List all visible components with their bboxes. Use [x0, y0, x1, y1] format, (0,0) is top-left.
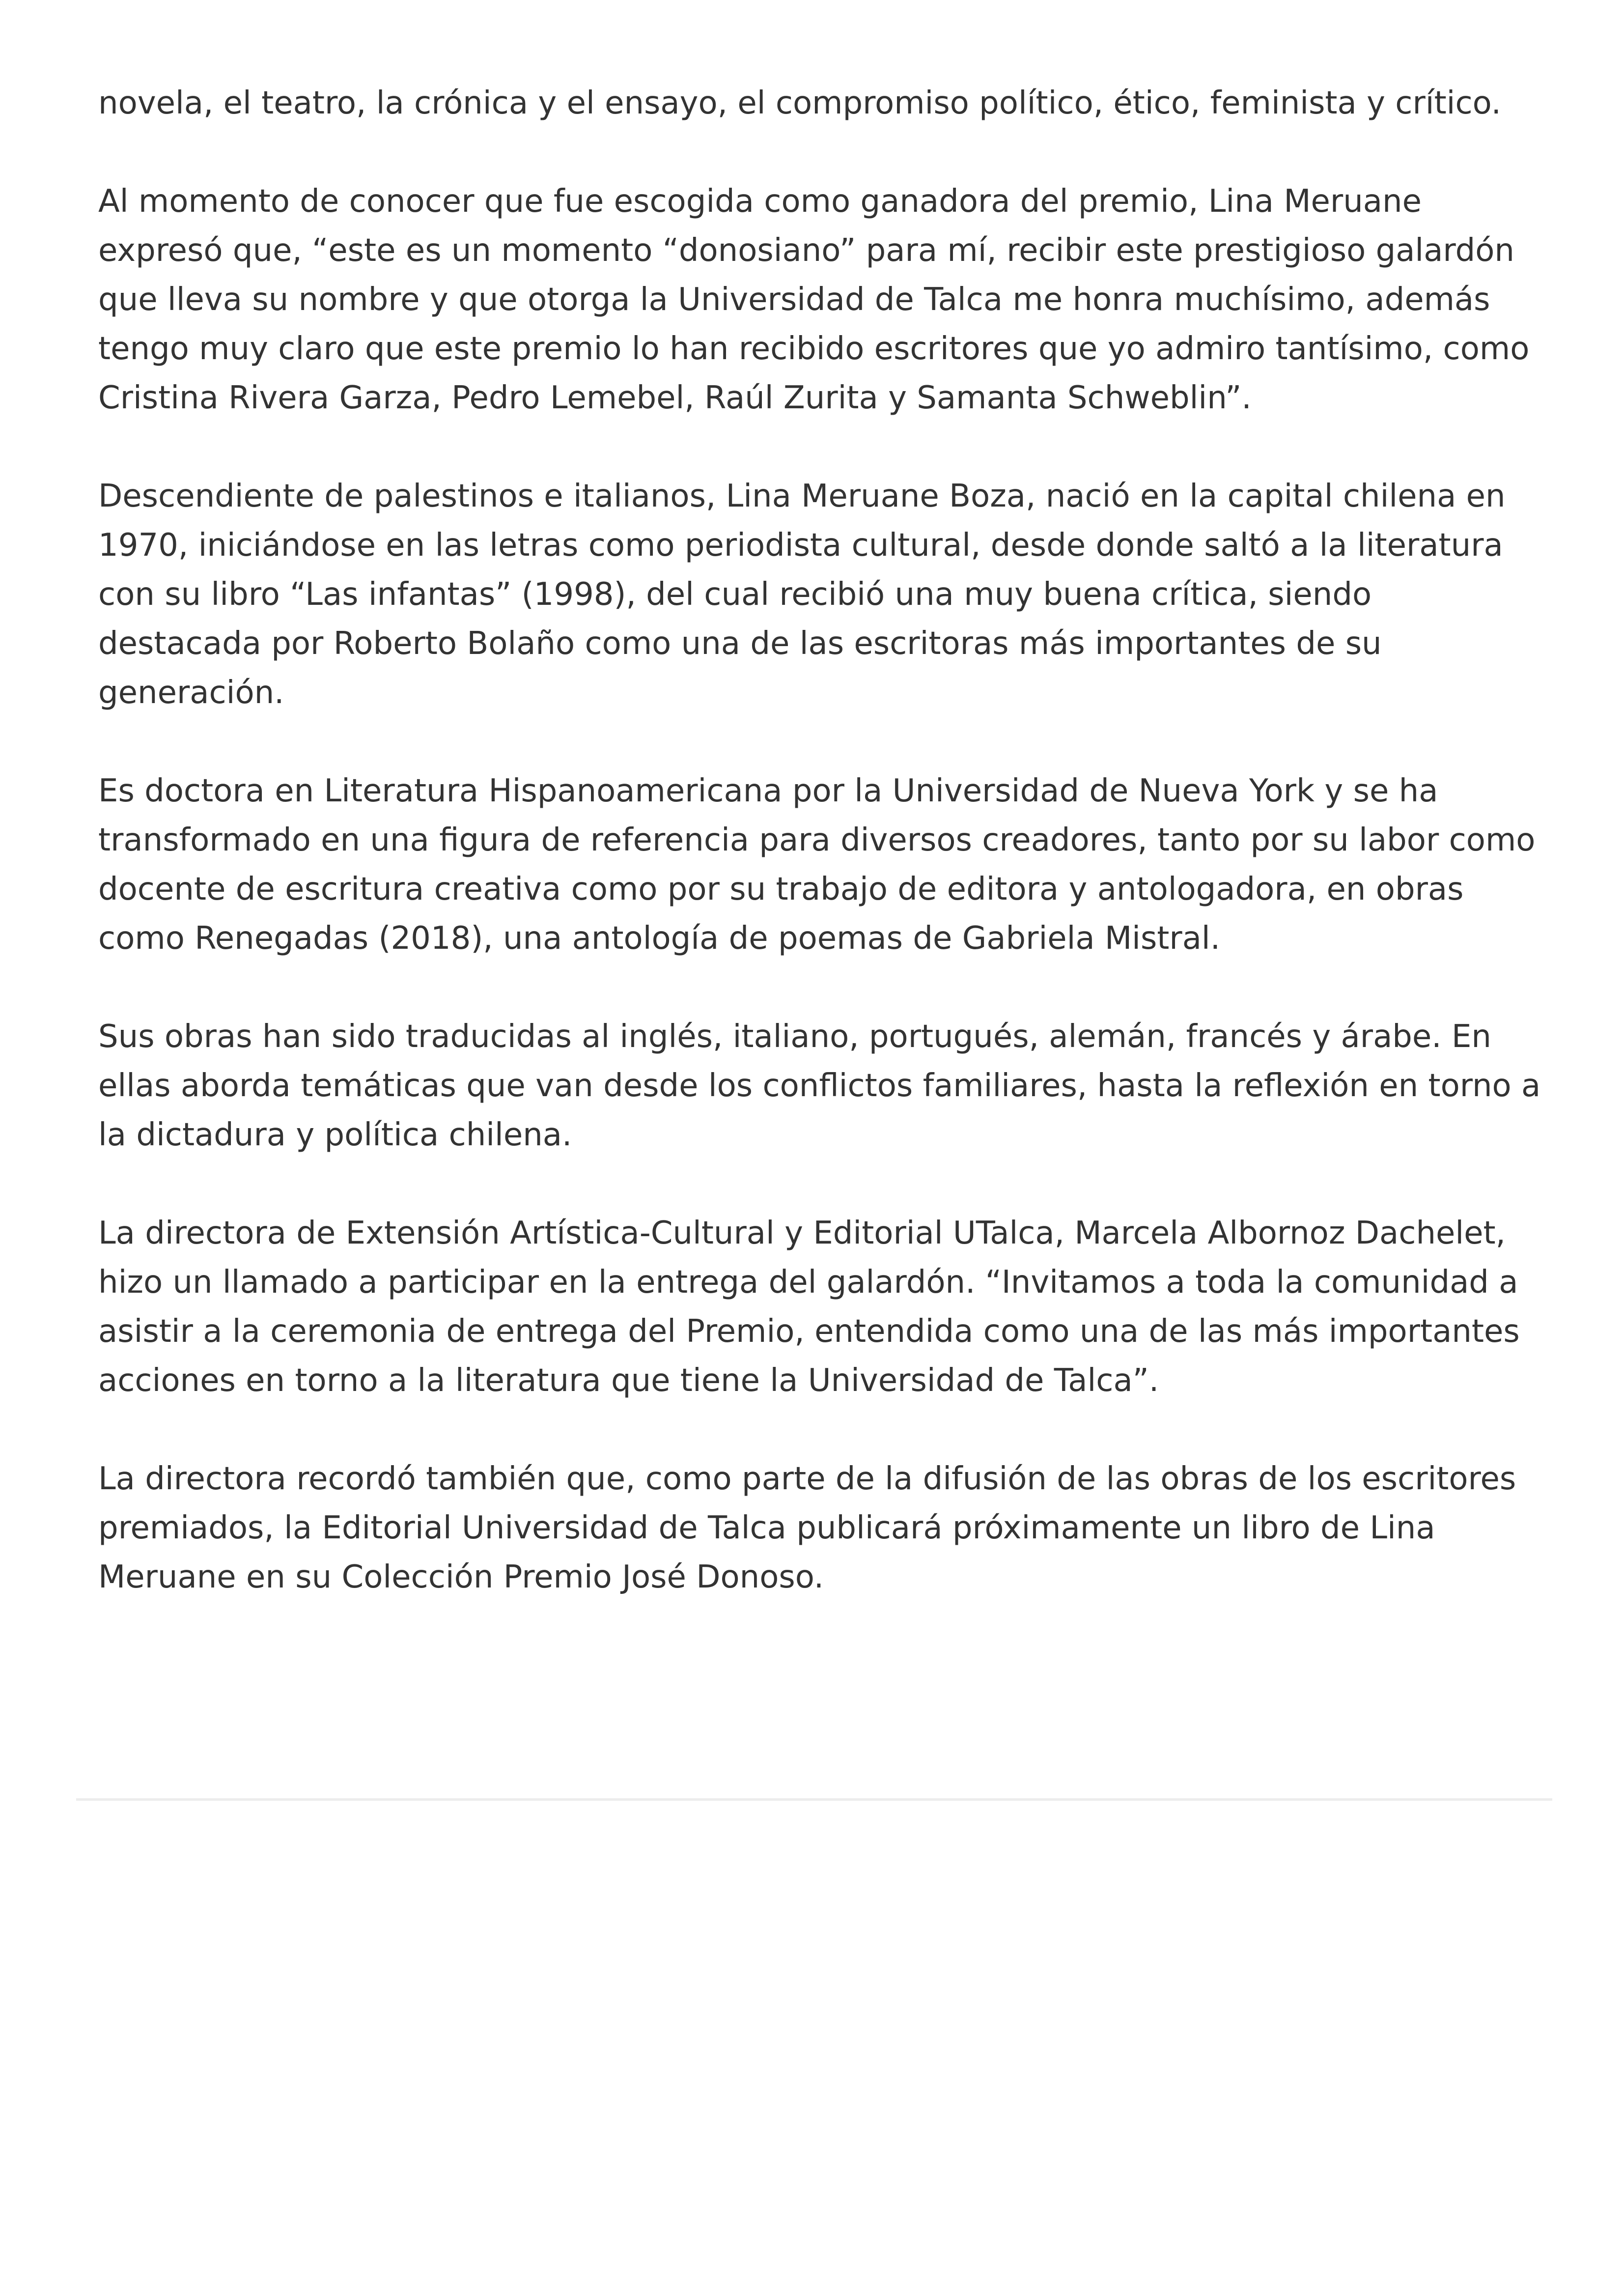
article-paragraph: Sus obras han sido traducidas al inglés, italiano, portugués, alemán, francés y árabe. En ellas aborda temáticas que van desde los conflictos familiares, hasta la reflexión en torno a la dictadura y política chilena. [98, 1019, 1541, 1153]
article-body [98, 79, 1542, 1602]
section-divider [76, 1798, 1552, 1801]
article-paragraph: Descendiente de palestinos e italianos, Lina Meruane Boza, nació en la capital chilena en 1970, iniciándose en las letras como periodista cultural, desde donde saltó a la literatura con su libro “Las infantas” (1998), del cual recibió una muy buena crítica, siendo destacada por Roberto Bolaño como una de las escritoras más importantes de su generación. [98, 478, 1506, 711]
article-paragraph: Al momento de conocer que fue escogida como ganadora del premio, Lina Meruane expresó que, “este es un momento “donosiano” para mí, recibir este prestigioso galardón que lleva su nombre y que otorga la Universidad de Talca me honra muchísimo, además tengo muy claro que este premio lo han recibido escritores que yo admiro tantísimo, como Cristina Rivera Garza, Pedro Lemebel, Raúl Zurita y Samanta Schweblin”. [98, 183, 1530, 416]
article-paragraph: Es doctora en Literatura Hispanoamericana por la Universidad de Nueva York y se ha transformado en una figura de referencia para diversos creadores, tanto por su labor como docente de escritura creativa como por su trabajo de editora y antologadora, en obras como Renegadas (2018), una antología de poemas de Gabriela Mistral. [98, 773, 1536, 957]
article-paragraph: novela, el teatro, la crónica y el ensayo, el compromiso político, ético, feminista y crítico. [98, 85, 1501, 121]
article-paragraph: La directora recordó también que, como parte de la difusión de las obras de los escritores premiados, la Editorial Universidad de Talca publicará próximamente un libro de Lina Meruane en su Colección Premio José Donoso. [98, 1461, 1516, 1595]
article-paragraph: La directora de Extensión Artística-Cultural y Editorial UTalca, Marcela Albornoz Dachelet, hizo un llamado a participar en la entrega del galardón. “Invitamos a toda la comunidad a asistir a la ceremonia de entrega del Premio, entendida como una de las más importantes acciones en torno a la literatura que tiene la Universidad de Talca”. [98, 1215, 1520, 1399]
